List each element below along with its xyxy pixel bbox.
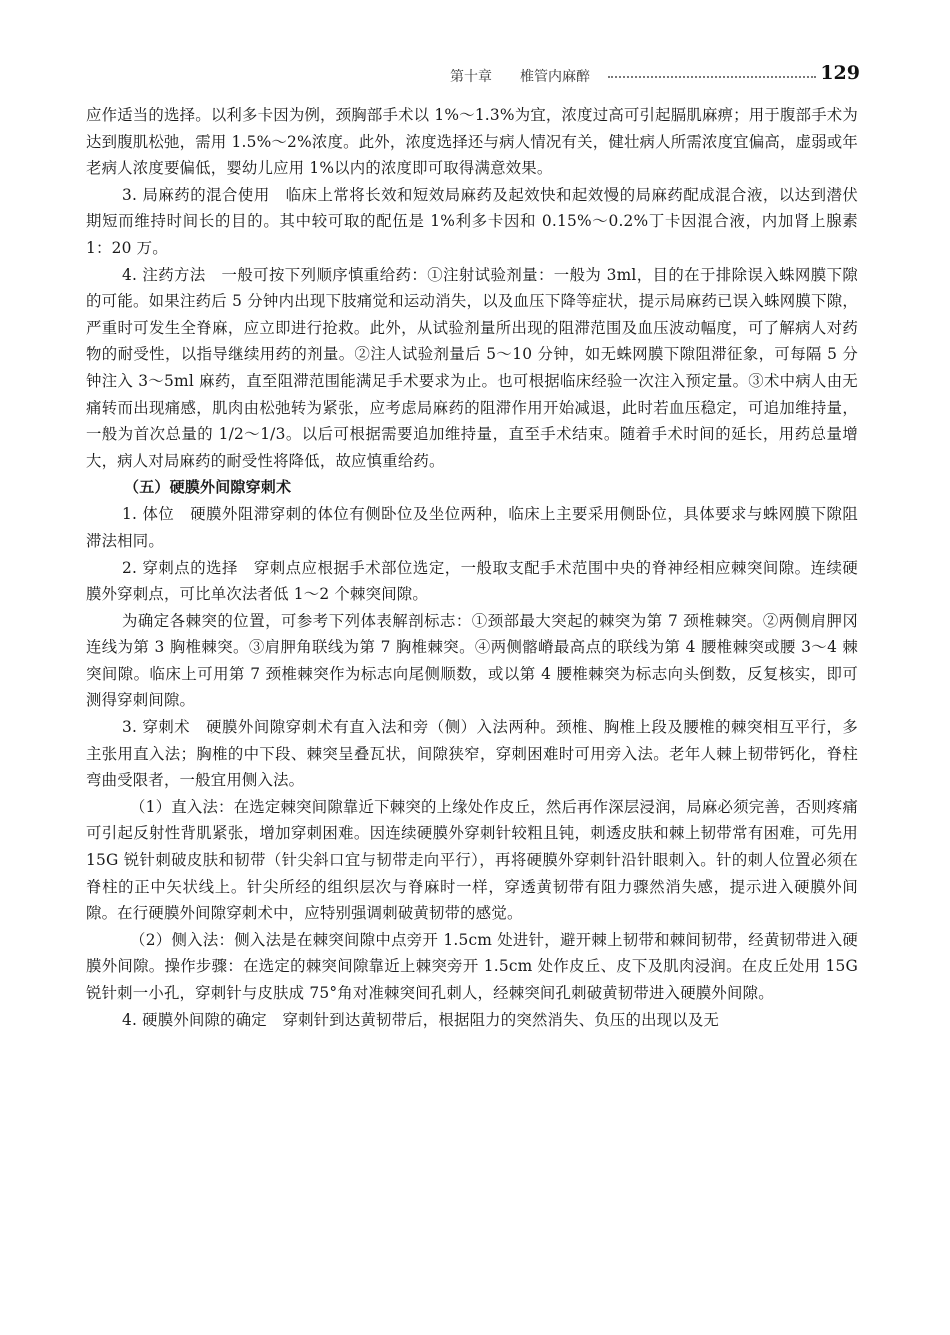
paragraph-continued: 应作适当的选择。以利多卡因为例，颈胸部手术以 1%～1.3%为宜，浓度过高可引起膈肌麻痹；用于腹部手术为达到腹肌松弛，需用 1.5%～2%浓度。此外，浓度选择还与病人情况有关，健壮病人所需浓度宜偏高，虚弱或年老病人浓度要偏低，婴幼儿应用 1%以内的浓度即可取得满意效果。 xyxy=(86,106,858,178)
paragraph-direct-approach: （1）直入法：在选定棘突间隙靠近下棘突的上缘处作皮丘，然后再作深层浸润，局麻必须完善，否则疼痛可引起反射性背肌紧张，增加穿刺困难。因连续硬膜外穿刺针较粗且钝，刺透皮肤和棘上韧带常有困难，可先用 15G 锐针刺破皮肤和韧带（针尖斜口宜与韧带走向平行），再将硬膜外穿刺针沿针眼刺入。针的刺人位置必须在脊柱的正中矢状线上。针尖所经的组织层次与脊麻时一样，穿透黄韧带有阻力骤然消失感，提示进入硬膜外间隙。在行硬膜外间隙穿刺术中，应特别强调刺破黄韧带的感觉。 xyxy=(86,797,858,923)
paragraph-landmarks: 为确定各棘突的位置，可参考下列体表解剖标志：①颈部最大突起的棘突为第 7 颈椎棘突。②两侧肩胛冈连线为第 3 胸椎棘突。③肩胛角联线为第 7 胸椎棘突。④两侧髂嵴最高点的联线为第 4 腰椎棘突或腰 3～4 棘突间隙。临床上可用第 7 颈椎棘突作为标志向尾侧顺数，或以第 4 腰椎棘突为标志向头倒数，反复核实，即可测得穿刺间隙。 xyxy=(86,611,858,710)
paragraph-puncture-technique: 3. 穿刺术 硬膜外间隙穿刺术有直入法和旁（侧）入法两种。颈椎、胸椎上段及腰椎的棘突相互平行，多主张用直入法；胸椎的中下段、棘突呈叠瓦状，间隙狭窄，穿刺困难时可用旁入法。老年人棘上韧带钙化，脊柱弯曲受限者，一般宜用侧入法。 xyxy=(86,718,858,790)
chapter-label: 第十章 xyxy=(450,69,492,85)
running-header xyxy=(450,62,860,88)
paragraph-puncture-point: 2. 穿刺点的选择 穿刺点应根据手术部位选定，一般取支配手术范围中央的脊神经相应棘突间隙。连续硬膜外穿刺点，可比单次法者低 1～2 个棘突间隙。 xyxy=(86,558,858,604)
section-heading: （五）硬膜外间隙穿刺术 xyxy=(124,478,292,497)
paragraph-mixed-anesthetics: 3. 局麻药的混合使用 临床上常将长效和短效局麻药及起效快和起效慢的局麻药配成混合液，以达到潜伏期短而维持时间长的目的。其中较可取的配伍是 1%利多卡因和 0.15%～0.2%丁卡因混合液，内加肾上腺素 1：20 万。 xyxy=(86,185,858,257)
paragraph-space-identification: 4. 硬膜外间隙的确定 穿刺针到达黄韧带后，根据阻力的突然消失、负压的出现以及无 xyxy=(122,1010,720,1029)
chapter-title: 椎管内麻醉 xyxy=(520,69,590,85)
dotted-leader xyxy=(608,76,816,78)
paragraph-injection-method: 4. 注药方法 一般可按下列顺序慎重给药：①注射试验剂量：一般为 3ml，目的在于排除误入蛛网膜下隙的可能。如果注药后 5 分钟内出现下肢痛觉和运动消失，以及血压下降等症状，提示局麻药已误入蛛网膜下隙，严重时可发生全脊麻，应立即进行抢救。此外，从试验剂量所出现的阻滞范围及血压波动幅度，可了解病人对药物的耐受性，以指导继续用药的剂量。②注人试验剂量后 5～10 分钟，如无蛛网膜下隙阻滞征象，可每隔 5 分钟注入 3～5ml 麻药，直至阻滞范围能满足手术要求为止。也可根据临床经验一次注入预定量。③术中病人由无痛转而出现痛感，肌肉由松弛转为紧张，应考虑局麻药的阻滞作用开始减退，此时若血压稳定，可追加维持量，一般为首次总量的 1/2～1/3。以后可根据需要追加维持量，直至手术结束。随着手术时间的延长，用药总量增大，病人对局麻药的耐受性将降低，故应慎重给药。 xyxy=(86,265,858,470)
paragraph-position: 1. 体位 硬膜外阻滞穿刺的体位有侧卧位及坐位两种，临床上主要采用侧卧位，具体要求与蛛网膜下隙阻滞法相同。 xyxy=(86,505,858,550)
body-text xyxy=(86,102,858,1033)
paragraph-lateral-approach: （2）侧入法：侧入法是在棘突间隙中点旁开 1.5cm 处进针，避开棘上韧带和棘间韧带，经黄韧带进入硬膜外间隙。操作步骤：在选定的棘突间隙靠近上棘突旁开 1.5cm 处作皮丘、皮下及肌肉浸润。在皮丘处用 15G 锐针刺一小孔，穿刺针与皮肤成 75°角对准棘突间孔刺人，经棘突间孔刺破黄韧带进入硬膜外间隙。 xyxy=(86,930,858,1002)
page-number: 129 xyxy=(820,62,860,84)
